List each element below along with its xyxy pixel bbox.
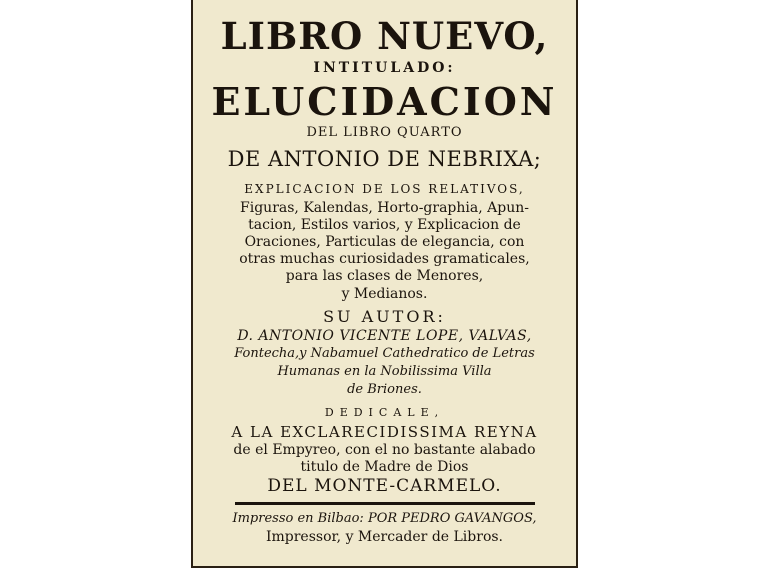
dedication-line-3: titulo de Madre de Dios bbox=[300, 459, 469, 475]
imprint-line-1: Impresso en Bilbao: POR PEDRO GAVANGOS, bbox=[232, 511, 537, 526]
dedication-line-2: de el Empyreo, con el no bastante alabado bbox=[233, 442, 536, 458]
dedication-line-4: DEL MONTE-CARMELO. bbox=[267, 476, 502, 496]
title-page bbox=[191, 0, 578, 568]
book-title-line-5: DE ANTONIO DE NEBRIXA; bbox=[227, 147, 542, 171]
subtitle-line-6: para las clases de Menores, bbox=[285, 268, 484, 284]
imprint-line-2: Impressor, y Mercader de Libros. bbox=[265, 529, 504, 545]
subtitle-line-3: tacion, Estilos varios, y Explicacion de bbox=[248, 217, 521, 233]
subtitle-line-1: EXPLICACION DE LOS RELATIVOS, bbox=[244, 182, 525, 196]
subtitle-line-5: otras muchas curiosidades gramaticales, bbox=[239, 251, 530, 267]
author-line-4: de Briones. bbox=[347, 382, 422, 397]
dedication-heading: DEDICALE, bbox=[324, 406, 445, 419]
divider-rule bbox=[235, 502, 535, 505]
author-heading: SU AUTOR: bbox=[323, 307, 446, 326]
author-line-2: Fontecha,y Nabamuel Cathedratico de Letras bbox=[234, 346, 535, 361]
author-line-3: Humanas en la Nobilissima Villa bbox=[277, 364, 492, 379]
subtitle-line-7: y Medianos. bbox=[341, 286, 428, 302]
book-title-line-4: DEL LIBRO QUARTO bbox=[306, 125, 463, 140]
book-title-line-1: LIBRO NUEVO, bbox=[220, 14, 549, 58]
dedication-line-1: A LA EXCLARECIDISSIMA REYNA bbox=[231, 423, 538, 441]
subtitle-line-4: Oraciones, Particulas de elegancia, con bbox=[244, 234, 525, 250]
author-line-1: D. ANTONIO VICENTE LOPE, VALVAS, bbox=[237, 328, 532, 344]
book-title-line-2: INTITULADO: bbox=[313, 60, 456, 76]
book-title-line-3: ELUCIDACION bbox=[211, 79, 558, 124]
subtitle-line-2: Figuras, Kalendas, Horto-graphia, Apun- bbox=[240, 200, 529, 216]
